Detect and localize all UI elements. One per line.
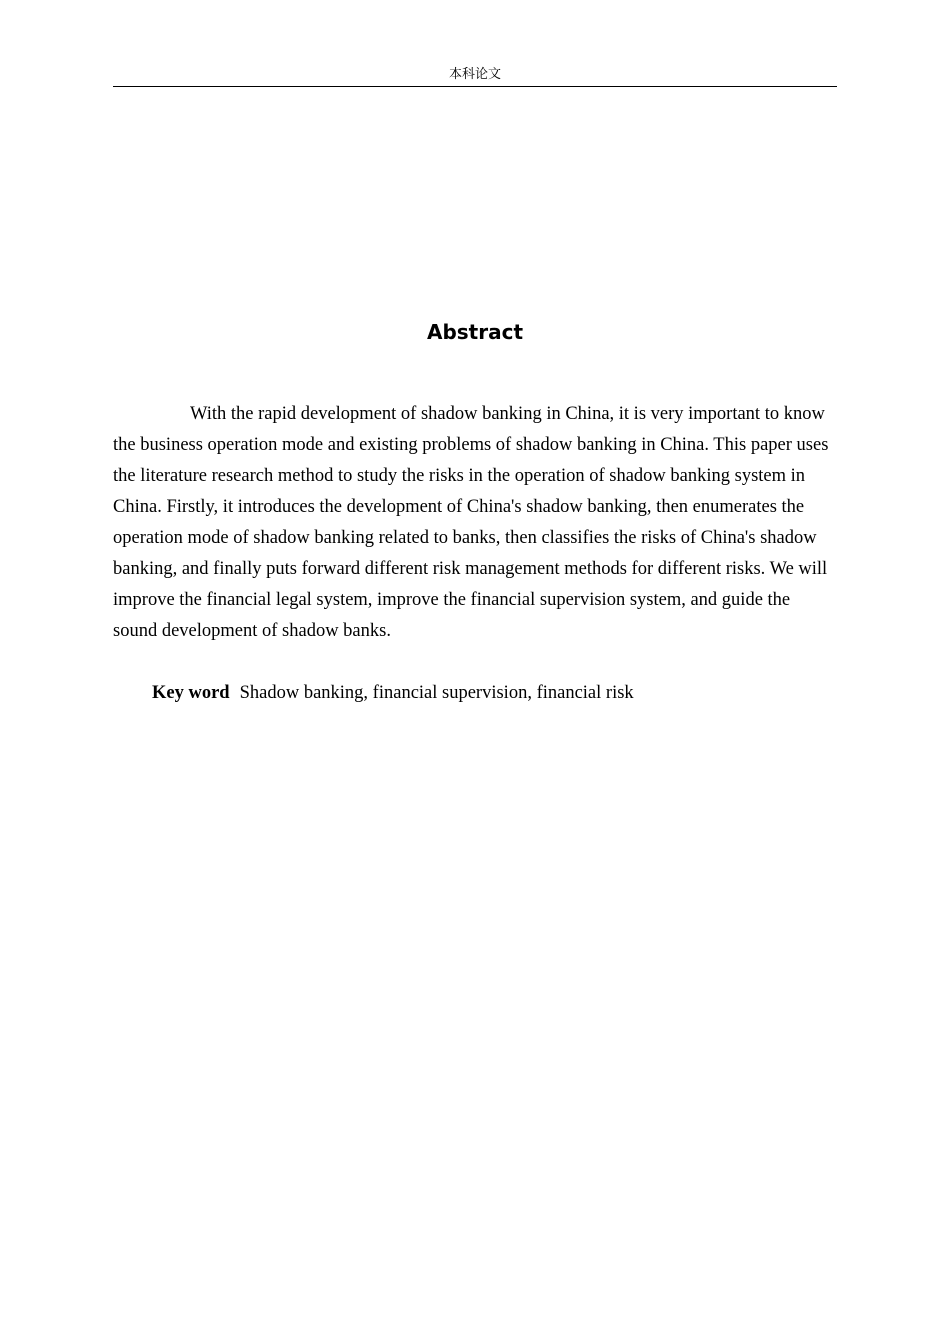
keywords-line — [152, 678, 837, 709]
keywords-label: Key word — [152, 683, 230, 703]
abstract-body: With the rapid development of shadow banking in China, it is very important to know the business operation mode and existing problems of shadow banking in China. This paper uses the literature research method to study the risks in the operation of shadow banking system in China. Firstly, it introduces the development of China's shadow banking, then enumerates the operation mode of shadow banking related to banks, then classifies the risks of China's shadow banking, and finally puts forward different risk management methods for different risks. We will improve the financial legal system, improve the financial supervision system, and guide the sound development of shadow banks. — [113, 404, 829, 641]
abstract-title: Abstract — [426, 320, 524, 344]
keywords-value: Shadow banking, financial supervision, financial risk — [239, 683, 634, 703]
page-header: 本科论文 — [448, 67, 501, 82]
header-rule — [113, 86, 837, 87]
